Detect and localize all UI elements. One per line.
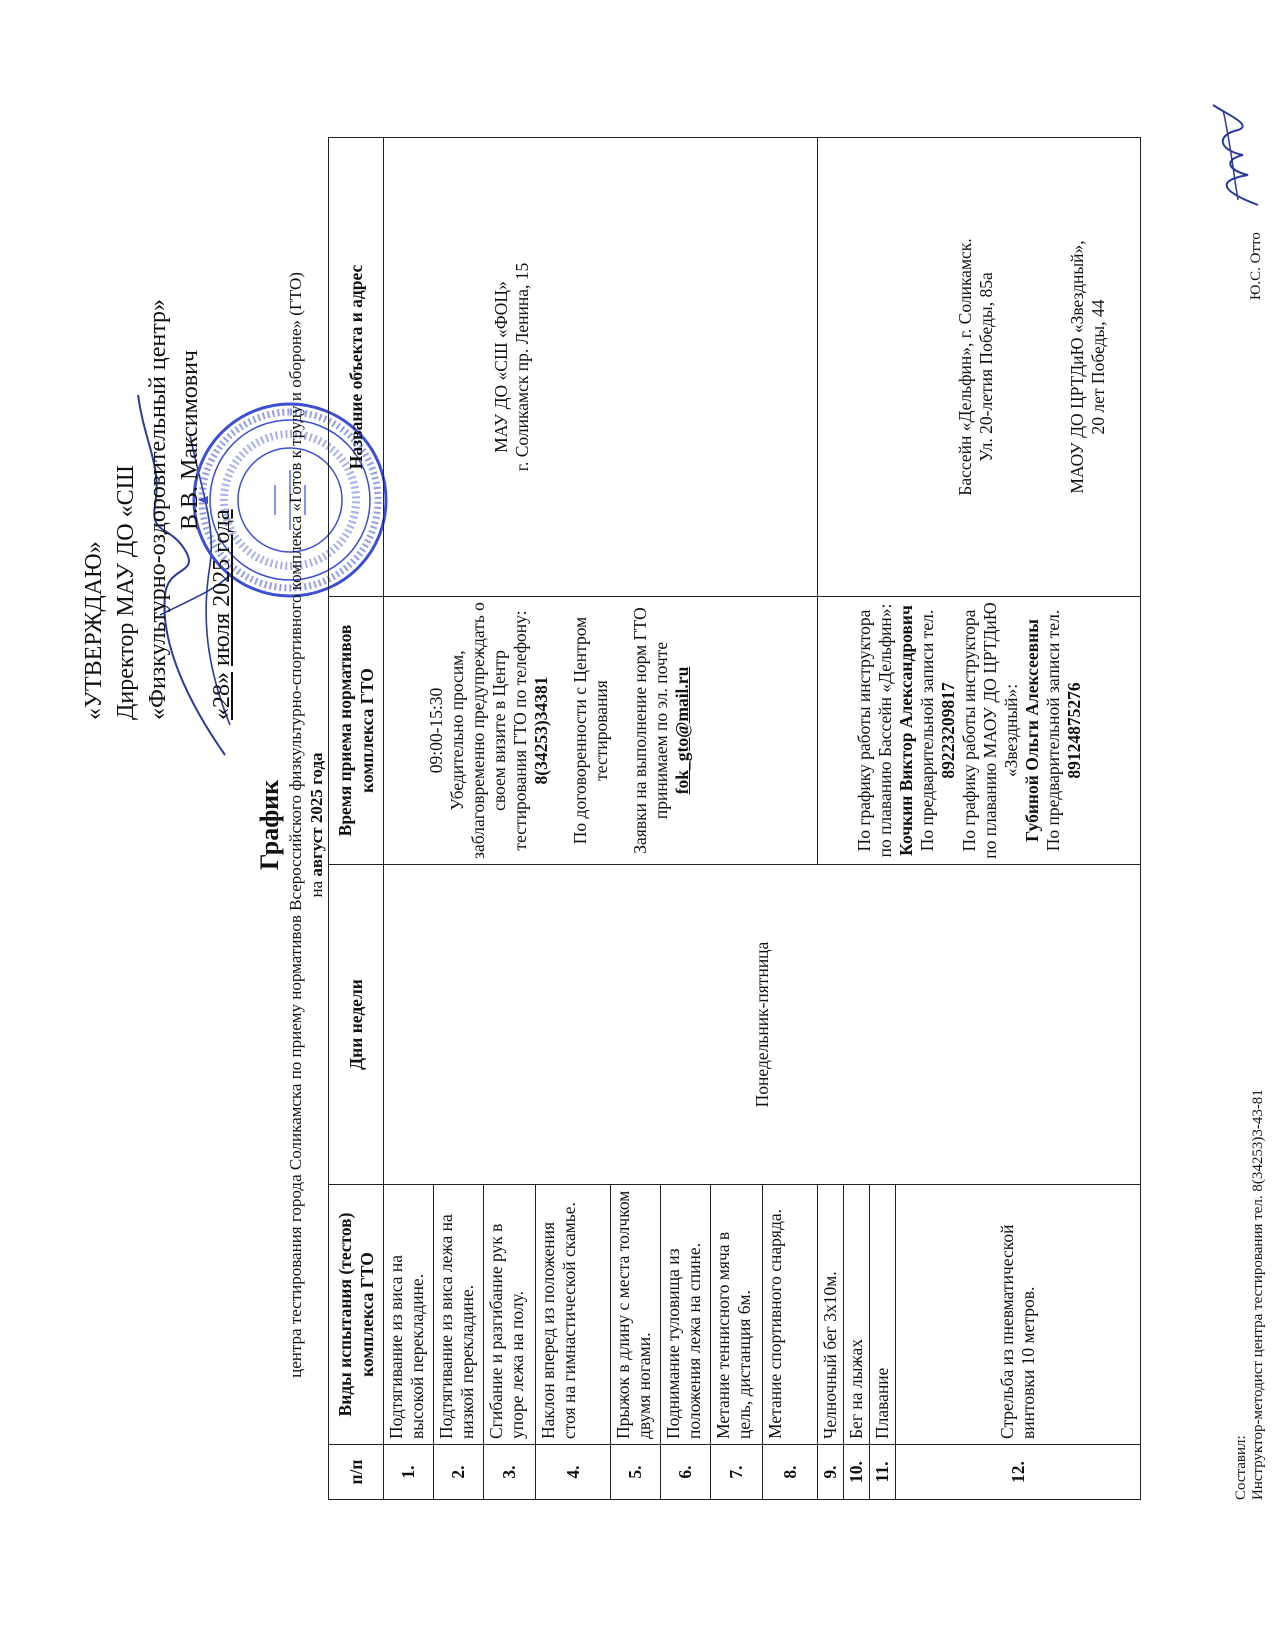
place-zvezdny-name: МАОУ ДО ЦРТДиЮ «Звездный», xyxy=(1067,240,1087,494)
time-delfin-instructor: Кочкин Виктор Александрович xyxy=(896,605,916,856)
row-num: 9. xyxy=(818,1445,844,1500)
time-delfin-schedule: По графику работы инструктора по плаванию Бассейн «Дельфин»: xyxy=(854,603,895,858)
footer-compiler-position: Инструктор-методист центра тестирования тел. 8(34253)3-43-81 xyxy=(1250,1089,1266,1500)
table-row xyxy=(818,138,844,1500)
row-test: Сгибание и разгибание рук в упоре лежа на полу. xyxy=(484,1185,536,1445)
row-num: 1. xyxy=(384,1445,434,1500)
row-test: Челночный бег 3х10м. xyxy=(818,1185,844,1445)
period-month: август 2025 года xyxy=(307,752,326,877)
compiler-signature-icon xyxy=(1208,100,1268,210)
header-days: Дни недели xyxy=(329,865,384,1185)
approval-date-day: «28» xyxy=(209,672,235,720)
header-place: Название объекта и адрес xyxy=(329,138,384,597)
time-email-note: Заявки на выполнение норм ГТО принимаем по эл. почте xyxy=(630,607,671,854)
approval-date-rest: июля 2025 года xyxy=(209,509,235,666)
table-row xyxy=(384,138,434,1500)
time-zvezdny-booking: По предварительной записи тел. 89124875276 xyxy=(1043,609,1084,852)
approval-title: «УТВЕРЖДАЮ» xyxy=(81,541,107,720)
header-num: п/п xyxy=(329,1445,384,1500)
time-zvezdny-instructor: Губиной Ольги Алексеевны xyxy=(1022,619,1042,842)
place-delfin-name: Бассейн «Дельфин», г. Соликамск. xyxy=(955,238,975,496)
approval-director-name: В.В. Максимович xyxy=(177,350,203,530)
row-test: Стрельба из пневматической винтовки 10 метров. xyxy=(896,1185,1141,1445)
period-prefix: на xyxy=(307,880,326,898)
time-delfin-booking: По предварительной записи тел. 89223209817 xyxy=(917,609,958,852)
page-subtitle: центра тестирования города Соликамска по приему нормативов Всероссийского физкультурно-спортивного комплекса «Готов к труду и обороне» (ГТО) xyxy=(286,272,305,1378)
approval-block xyxy=(78,160,238,720)
place-main-cell xyxy=(384,138,818,597)
approval-position: Директор МАУ ДО «СШ xyxy=(113,465,139,720)
row-num: 5. xyxy=(611,1445,661,1500)
place-zvezdny-address: 20 лет Победы, 44 xyxy=(1088,299,1108,435)
row-num: 12. xyxy=(896,1445,1141,1500)
row-num: 10. xyxy=(844,1445,870,1500)
row-num: 4. xyxy=(536,1445,611,1500)
row-num: 8. xyxy=(763,1445,818,1500)
header-tests: Виды испытания (тестов) комплекса ГТО xyxy=(329,1185,384,1445)
row-test: Наклон вперед из положения стоя на гимнастической скамье. xyxy=(536,1185,611,1445)
row-num: 6. xyxy=(661,1445,711,1500)
schedule-period xyxy=(307,0,327,1650)
delfin-phone: 89223209817 xyxy=(938,682,958,779)
table-header-row xyxy=(329,138,384,1500)
row-test: Плавание xyxy=(870,1185,896,1445)
row-num: 7. xyxy=(711,1445,763,1500)
time-main-cell xyxy=(384,597,818,865)
row-test: Поднимание туловища из положения лежа на спине. xyxy=(661,1185,711,1445)
time-note: Убедительно просим, заблаговременно предупреждать о своем визите в Центр тестирования ГТО по телефону: 8(34253)34381 xyxy=(447,602,551,859)
page-title: График xyxy=(255,779,284,871)
place-main-name: МАУ ДО «СШ «ФОЦ» xyxy=(491,281,511,453)
time-zvezdny-schedule: По графику работы инструктора по плаванию МАОУ ДО ЦРТДиЮ «Звездный»: xyxy=(959,602,1021,859)
row-test: Бег на лыжах xyxy=(844,1185,870,1445)
row-test: Метание теннисного мяча в цель, дистанция 6м. xyxy=(711,1185,763,1445)
place-pool-cell xyxy=(818,138,1141,597)
row-test: Подтягивание из виса лежа на низкой перекладине. xyxy=(434,1185,484,1445)
place-delfin-address: Ул. 20-летия Победы, 85а xyxy=(976,272,996,462)
place-main-address: г. Соликамск пр. Ленина, 15 xyxy=(512,262,532,472)
row-test: Метание спортивного снаряда. xyxy=(763,1185,818,1445)
center-email: fok_gto@mail.ru xyxy=(672,666,692,795)
row-test: Подтягивание из виса на высокой перекладине. xyxy=(384,1185,434,1445)
row-num: 3. xyxy=(484,1445,536,1500)
row-test: Прыжок в длину с места толчком двумя ногами. xyxy=(611,1185,661,1445)
approval-date xyxy=(206,160,238,720)
time-agreement: По договоренности с Центром тестирования xyxy=(570,616,611,845)
row-num: 11. xyxy=(870,1445,896,1500)
days-cell: Понедельник-пятница xyxy=(384,865,1141,1185)
time-hours: 09:00-15:30 xyxy=(426,687,446,774)
zvezdny-phone: 89124875276 xyxy=(1064,682,1084,779)
time-pool-cell xyxy=(818,597,1141,865)
center-phone: 8(34253)34381 xyxy=(531,676,551,785)
schedule-table xyxy=(328,137,1141,1500)
approval-organization: «Физкультурно-оздоровительный центр» xyxy=(145,299,171,720)
footer-compiled-label: Составил: xyxy=(1233,1435,1249,1500)
header-time: Время приема нормативов комплекса ГТО xyxy=(329,597,384,865)
footer-compiler-name: Ю.С. Отто xyxy=(1248,232,1264,300)
row-num: 2. xyxy=(434,1445,484,1500)
